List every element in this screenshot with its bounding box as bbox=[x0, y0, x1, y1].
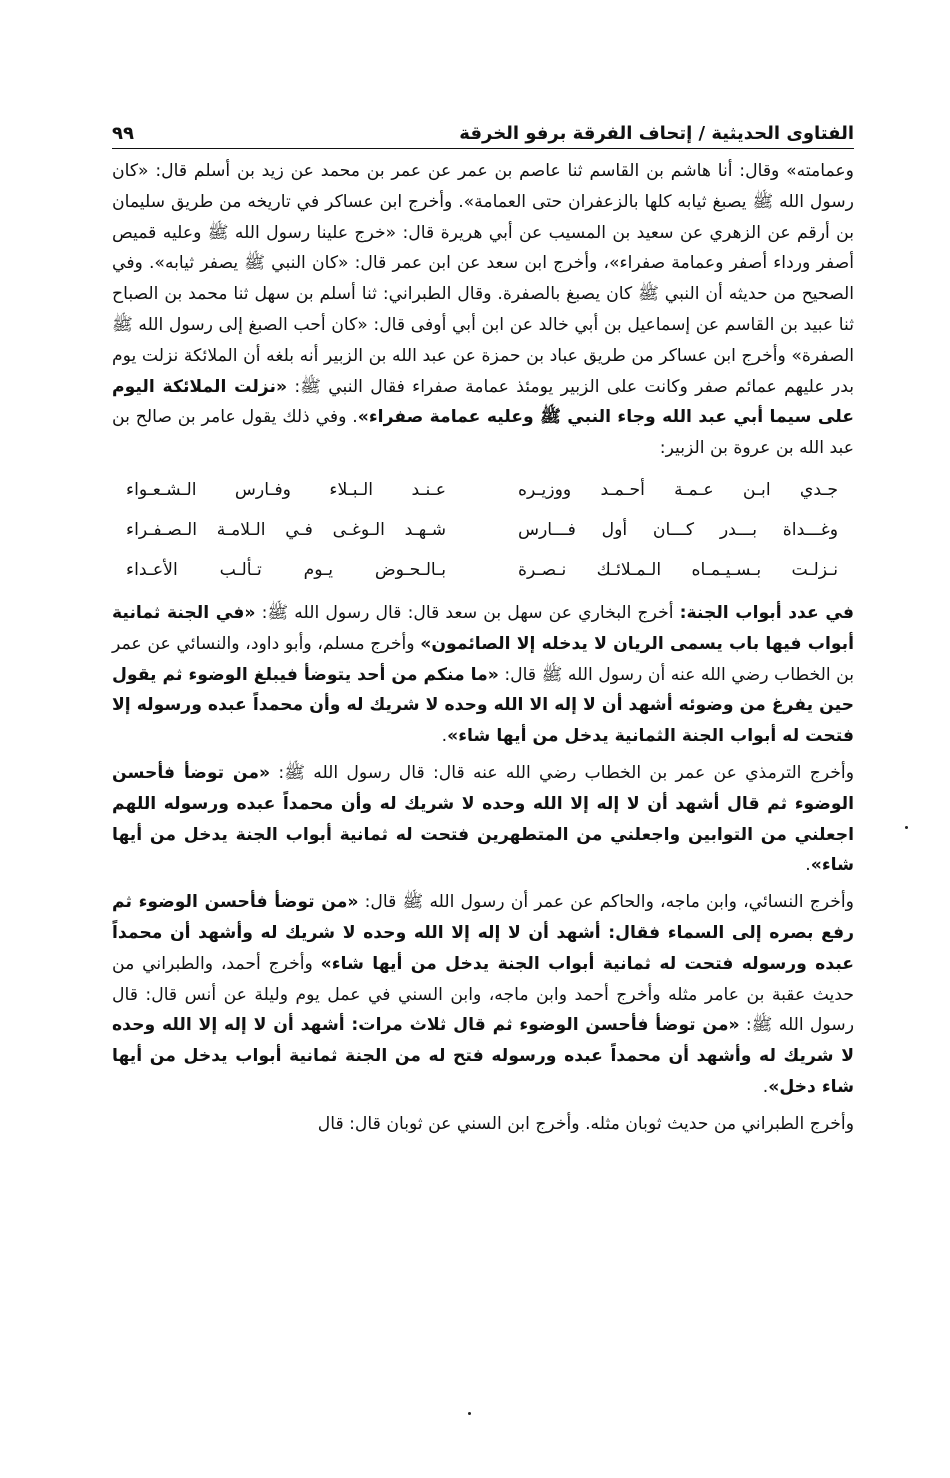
paragraph-2-quote-1: «في الجنة ثمانية أبواب فيها باب يسمى الريان لا يدخله إلا الصائمون» bbox=[112, 602, 854, 654]
paragraph-3-text-1: وأخرج الترمذي عن عمر بن الخطاب رضي الله عنه قال: قال رسول الله ﷺ: bbox=[270, 762, 855, 783]
page-number: ٩٩ bbox=[112, 123, 134, 144]
poem-verse-2 bbox=[112, 510, 854, 550]
paragraph-4-quote-1: «من توضأ فأحسن الوضوء ثم رفع بصره إلى السماء فقال: أشهد أن لا إله إلا الله وحده لا شريك له وأشهد أن محمداً عبده ورسوله فتحت له ثمانية أبواب الجنة يدخل من أيها شاء» bbox=[112, 892, 855, 974]
paragraph-1 bbox=[112, 156, 854, 464]
header-rule bbox=[112, 148, 854, 149]
paragraph-2-text-1: أخرج البخاري عن سهل بن سعد قال: قال رسول الله ﷺ: bbox=[255, 602, 680, 623]
paragraph-3 bbox=[112, 758, 854, 881]
paragraph-1-text-2: . وفي ذلك يقول عامر بن صالح بن عبد الله بن عروة بن الزبير: bbox=[112, 407, 854, 459]
paragraph-1-quote: «نزلت الملائكة اليوم على سيما أبي عبد الله وجاء النبي ﷺ وعليه عمامة صفراء» bbox=[112, 376, 854, 428]
paragraph-1-text-1: وعمامته» وقال: أنا هاشم بن القاسم ثنا عاصم بن عمر عن عمر بن محمد عن زيد بن أسلم قال: «كان رسول الله ﷺ يصبغ ثيابه كلها بالزعفران حتى العمامة». وأخرج ابن عساكر في تاريخه من طريق سليمان بن أرقم عن الزهري عن سعيد بن المسيب عن أبي هريرة قال: «خرج علينا رسول الله ﷺ وعليه قميص أصفر ورداء أصفر وعمامة صفراء»، وأخرج ابن سعد عن ابن عمر قال: «كان النبي ﷺ يصفر ثيابه». وفي الصحيح من حديثه أن النبي ﷺ كان يصبغ بالصفرة. وقال الطبراني: ثنا أسلم بن سهل ثنا محمد بن الصباح ثنا عبيد بن القاسم عن إسماعيل بن أبي خالد عن ابن أبي أوفى قال: «كان أحب الصبغ إلى رسول الله ﷺ الصفرة» وأخرج ابن عساكر من طريق عباد بن حمزة عن عبد الله بن الزبير أنه بلغه أن الملائكة نزلت يوم بدر عليهم عمائم صفر وكانت على الزبير يومئذ عمامة صفراء فقال النبي ﷺ: bbox=[112, 161, 854, 397]
paragraph-4-text-1: وأخرج النسائي، وابن ماجه، والحاكم عن عمر أن رسول الله ﷺ قال: bbox=[358, 892, 854, 913]
paragraph-5-text-1: وأخرج الطبراني من حديث ثوبان مثله. وأخرج ابن السني عن ثوبان قال: قال bbox=[317, 1113, 854, 1134]
paragraph-2-quote-2: «ما منكم من أحد يتوضأ فيبلغ الوضوء ثم يقول حين يفرغ من وضوئه أشهد أن لا إله الا الله وحده لا شريك له وأن محمداً عبده ورسوله إلا فتحت له أبواب الجنة الثمانية يدخل من أيها شاء» bbox=[112, 664, 854, 747]
poem-verse-1 bbox=[112, 470, 854, 510]
paragraph-3-text-2: . bbox=[805, 855, 811, 876]
poem-verse-3-second-hemistich: بـالـحـوض يـوم تـألـب الأعـداء bbox=[126, 559, 446, 580]
paragraph-4-text-2: وأخرج أحمد، والطبراني من حديث عقبة بن عامر مثله وأخرج أحمد وابن ماجه، وابن السني في عمل يوم وليلة عن أنس قال: قال رسول الله ﷺ: bbox=[112, 953, 854, 1036]
poem-verse-3-first-hemistich: نـزلـت بـسـيـمـاه الـمـلائـك نـصـرة bbox=[518, 559, 838, 580]
paragraph-5 bbox=[112, 1109, 854, 1140]
scan-speck bbox=[905, 826, 908, 829]
paragraph-2-text-3: . bbox=[441, 726, 448, 747]
paragraph-4-quote-2: «من توضأ فأحسن الوضوء ثم قال ثلاث مرات: أشهد أن لا إله إلا الله وحده لا شريك له وأشهد أن محمداً عبده ورسوله فتح له من الجنة ثمانية أبواب يدخل من أيها شاء دخل» bbox=[112, 1015, 854, 1097]
header-title: الفتاوى الحديثية / إتحاف الفرقة برفو الخرقة bbox=[459, 123, 854, 144]
poem-verse-1-second-hemistich: عـنـد الـبـلاء وفـارس الـشـعـواء bbox=[126, 479, 446, 500]
section-heading-gates-of-paradise: في عدد أبواب الجنة: bbox=[679, 602, 854, 623]
page-body bbox=[112, 156, 854, 1146]
paragraph-4-text-3: . bbox=[762, 1076, 769, 1097]
scan-speck bbox=[468, 1412, 471, 1415]
running-header bbox=[112, 114, 854, 144]
poem-verse-3 bbox=[112, 550, 854, 590]
paragraph-2-text-2: وأخرج مسلم، وأبو داود، والنسائي عن عمر بن الخطاب رضي الله عنه أن رسول الله ﷺ قال: bbox=[112, 633, 854, 685]
paragraph-3-quote: «من توضأ فأحسن الوضوء ثم قال أشهد أن لا إله إلا الله وحده لا شريك له وأن محمداً عبده ورسوله اللهم اجعلني من التوابين واجعلني من المتطهرين فتحت له ثمانية أبواب الجنة يدخل من أيها شاء» bbox=[112, 762, 854, 876]
poem-verse-1-first-hemistich: جـدي ابـن عـمـة أحـمـد ووزيـره bbox=[518, 479, 838, 500]
poem bbox=[112, 470, 854, 590]
poem-verse-2-second-hemistich: شـهـد الـوغـى فـي الـلامـة الـصـفـراء bbox=[126, 519, 446, 540]
paragraph-2 bbox=[112, 598, 854, 752]
paragraph-4 bbox=[112, 887, 854, 1103]
poem-verse-2-first-hemistich: وغـــداة بـــدر كـــان أول فـــارس bbox=[518, 519, 838, 540]
